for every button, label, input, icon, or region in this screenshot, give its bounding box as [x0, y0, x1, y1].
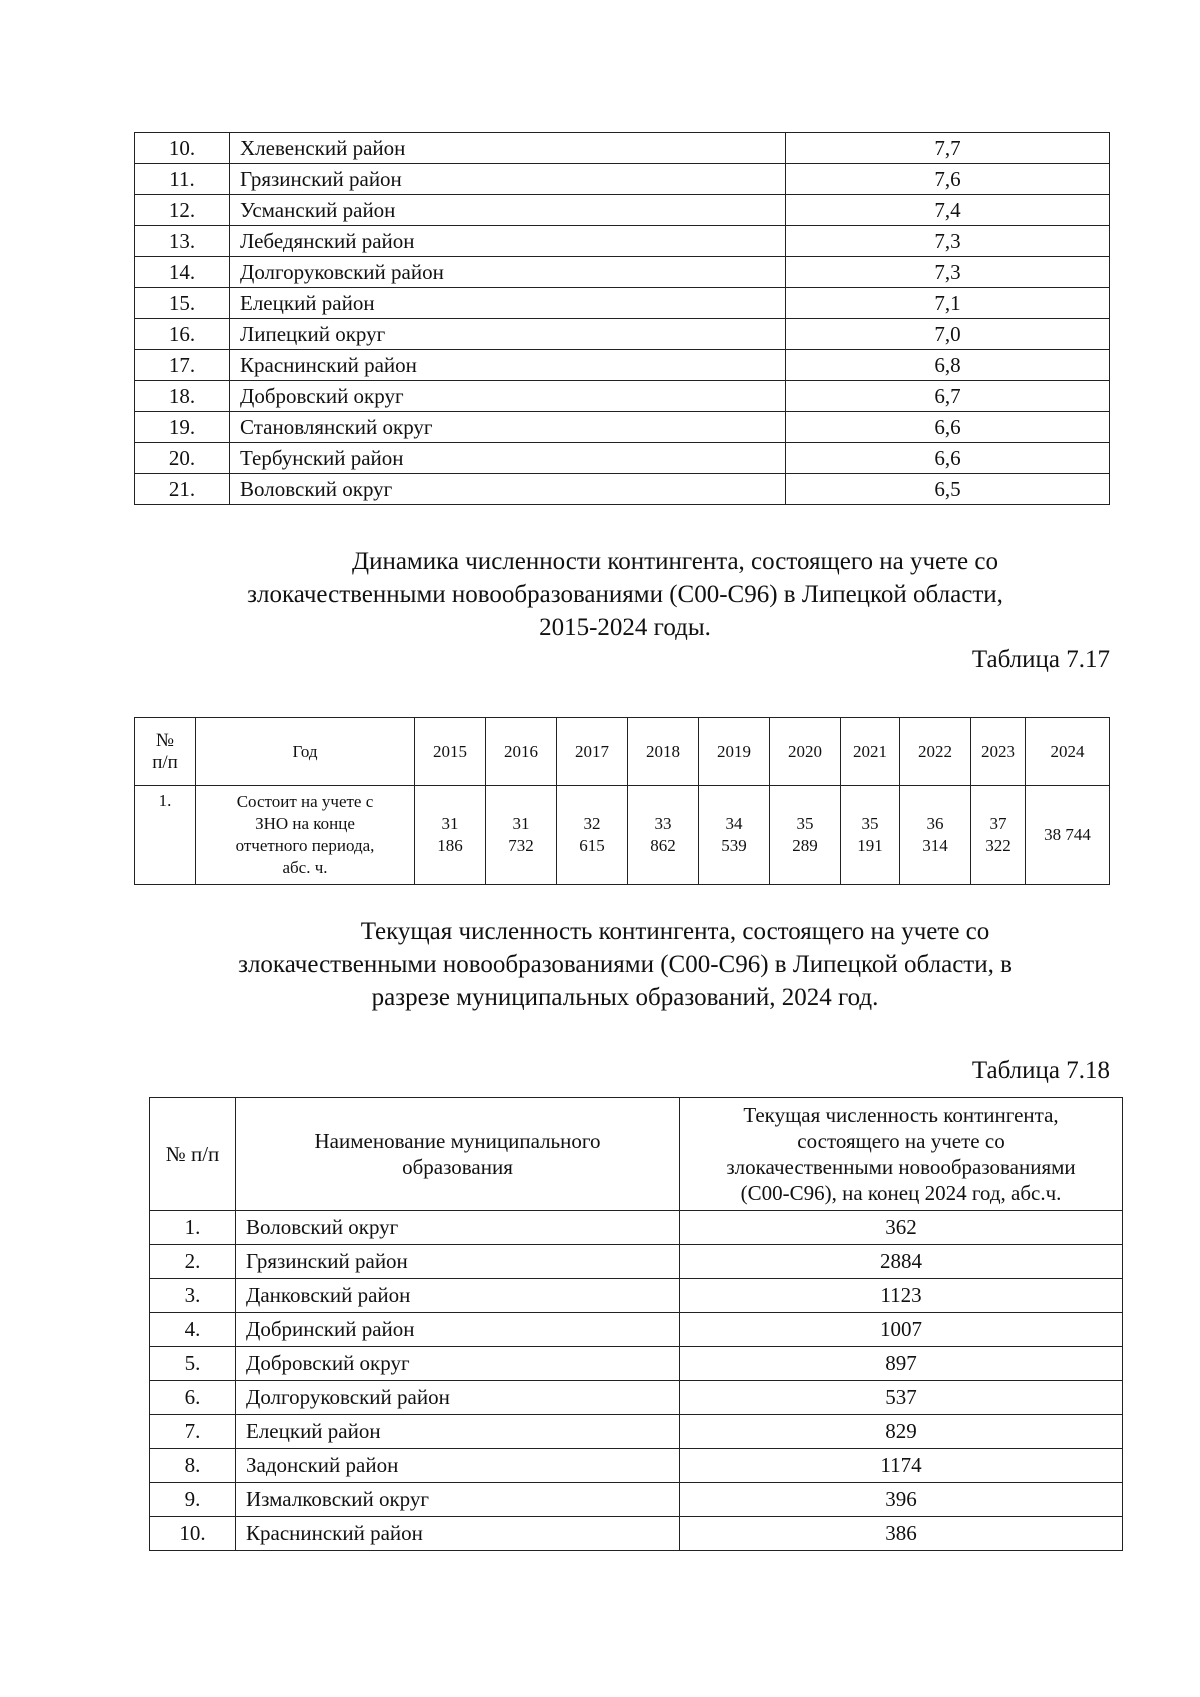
row-value: 6,6	[786, 443, 1110, 474]
table-7-17	[134, 717, 1110, 885]
district-name: Воловский округ	[236, 1211, 680, 1245]
table-row	[135, 288, 1110, 319]
row-number: 17.	[135, 350, 230, 381]
row-number: 10.	[150, 1517, 236, 1551]
district-name: Становлянский округ	[230, 412, 786, 443]
table-row	[150, 1483, 1123, 1517]
row-value: 2884	[680, 1245, 1123, 1279]
district-name: Добринский район	[236, 1313, 680, 1347]
value-part: 186	[437, 836, 463, 855]
table-number-717: Таблица 7.17	[971, 646, 1110, 673]
value-part: 32	[583, 814, 601, 833]
row-value: 537	[680, 1381, 1123, 1415]
continued-table	[134, 132, 1110, 505]
value-part: 31	[441, 814, 459, 833]
district-name: Данковский район	[236, 1279, 680, 1313]
label-line: Состоит на учете с	[236, 792, 374, 811]
table-row	[135, 443, 1110, 474]
table-header-row	[135, 718, 1110, 786]
row-value: 362	[680, 1211, 1123, 1245]
year-2020: 2020	[770, 718, 841, 786]
table-number-718: Таблица 7.18	[971, 1057, 1110, 1084]
value-2020	[770, 786, 841, 885]
value-part: 732	[508, 836, 534, 855]
row-number: 7.	[150, 1415, 236, 1449]
table-row	[135, 164, 1110, 195]
row-number: 18.	[135, 381, 230, 412]
district-name: Хлевенский район	[230, 133, 786, 164]
num-header	[135, 718, 196, 786]
row-value: 7,6	[786, 164, 1110, 195]
num-header: № п/п	[150, 1098, 236, 1211]
row-number: 5.	[150, 1347, 236, 1381]
year-2019: 2019	[699, 718, 770, 786]
table-row	[150, 1347, 1123, 1381]
header-text: Наименование муниципального	[314, 1129, 601, 1153]
row-value: 396	[680, 1483, 1123, 1517]
table-row	[135, 786, 1110, 885]
district-name: Усманский район	[230, 195, 786, 226]
title-line: злокачественными новообразованиями (С00-С96) в Липецкой области, в	[238, 951, 1012, 978]
district-name: Лебедянский район	[230, 226, 786, 257]
table-row	[135, 195, 1110, 226]
table-row	[135, 381, 1110, 412]
table-row	[150, 1415, 1123, 1449]
year-2015: 2015	[415, 718, 486, 786]
row-value: 7,3	[786, 226, 1110, 257]
table-row	[135, 474, 1110, 505]
row-value: 7,4	[786, 195, 1110, 226]
year-2022: 2022	[900, 718, 971, 786]
value-part: 31	[512, 814, 530, 833]
district-name: Тербунский район	[230, 443, 786, 474]
table-row	[150, 1245, 1123, 1279]
row-number: 21.	[135, 474, 230, 505]
district-name: Добровский округ	[230, 381, 786, 412]
table-row	[135, 257, 1110, 288]
row-number: 12.	[135, 195, 230, 226]
header-text: злокачественными новообразованиями	[726, 1155, 1076, 1179]
section-title-dynamics	[140, 545, 1110, 644]
district-name: Измалковский округ	[236, 1483, 680, 1517]
row-value: 1174	[680, 1449, 1123, 1483]
row-value: 7,7	[786, 133, 1110, 164]
row-number: 4.	[150, 1313, 236, 1347]
table-row	[150, 1517, 1123, 1551]
row-value: 7,0	[786, 319, 1110, 350]
row-value: 6,8	[786, 350, 1110, 381]
table-row	[150, 1211, 1123, 1245]
row-number: 15.	[135, 288, 230, 319]
value-2017	[557, 786, 628, 885]
value-header	[680, 1098, 1123, 1211]
title-line: злокачественными новообразованиями (С00-С96) в Липецкой области,	[247, 581, 1003, 608]
row-number: 3.	[150, 1279, 236, 1313]
year-header: Год	[196, 718, 415, 786]
row-number: 11.	[135, 164, 230, 195]
row-value: 7,3	[786, 257, 1110, 288]
row-number: 10.	[135, 133, 230, 164]
district-name: Краснинский район	[230, 350, 786, 381]
value-part: 35	[861, 814, 879, 833]
row-number: 14.	[135, 257, 230, 288]
header-text: п/п	[152, 751, 178, 773]
header-text: №	[155, 729, 175, 751]
row-value: 6,6	[786, 412, 1110, 443]
row-number: 1.	[150, 1211, 236, 1245]
label-line: отчетного периода,	[235, 836, 375, 855]
header-text: Текущая численность контингента,	[743, 1103, 1059, 1127]
value-part: 37	[989, 814, 1007, 833]
value-2021	[841, 786, 900, 885]
value-part: 862	[650, 836, 676, 855]
year-2018: 2018	[628, 718, 699, 786]
value-part: 34	[725, 814, 743, 833]
year-2023: 2023	[971, 718, 1026, 786]
value-2015	[415, 786, 486, 885]
name-header	[236, 1098, 680, 1211]
title-line: Текущая численность контингента, состоящего на учете со	[360, 918, 990, 945]
continued-table-body	[135, 133, 1110, 505]
table-row	[135, 319, 1110, 350]
row-number: 16.	[135, 319, 230, 350]
district-name: Елецкий район	[230, 288, 786, 319]
value-2024	[1026, 786, 1110, 885]
value-part: 33	[654, 814, 672, 833]
district-name: Липецкий округ	[230, 319, 786, 350]
section-title-current	[140, 915, 1110, 1014]
value-part: 615	[579, 836, 605, 855]
table-row	[135, 412, 1110, 443]
value-part: 314	[922, 836, 948, 855]
row-value: 897	[680, 1347, 1123, 1381]
year-2016: 2016	[486, 718, 557, 786]
table-header-row	[150, 1098, 1123, 1211]
district-name: Грязинский район	[236, 1245, 680, 1279]
row-number: 13.	[135, 226, 230, 257]
title-line: Динамика численности контингента, состоящего на учете со	[352, 548, 998, 575]
district-name: Долгоруковский район	[236, 1381, 680, 1415]
row-number: 9.	[150, 1483, 236, 1517]
value-2023	[971, 786, 1026, 885]
table-row	[150, 1449, 1123, 1483]
row-number: 2.	[150, 1245, 236, 1279]
district-name: Елецкий район	[236, 1415, 680, 1449]
row-value: 386	[680, 1517, 1123, 1551]
table-row	[150, 1313, 1123, 1347]
title-line: разрезе муниципальных образований, 2024 год.	[371, 984, 879, 1011]
title-line: 2015-2024 годы.	[539, 614, 711, 641]
header-text: образования	[402, 1155, 513, 1179]
row-label	[196, 786, 415, 885]
district-name: Воловский округ	[230, 474, 786, 505]
district-name: Задонский район	[236, 1449, 680, 1483]
table-row	[150, 1381, 1123, 1415]
district-name: Краснинский район	[236, 1517, 680, 1551]
table-row	[150, 1279, 1123, 1313]
row-value: 7,1	[786, 288, 1110, 319]
value-part: 38 744	[1044, 825, 1091, 844]
year-2021: 2021	[841, 718, 900, 786]
value-2016	[486, 786, 557, 885]
year-2024: 2024	[1026, 718, 1110, 786]
district-name: Долгоруковский район	[230, 257, 786, 288]
value-part: 289	[792, 836, 818, 855]
row-number: 1.	[135, 786, 196, 885]
label-line: ЗНО на конце	[255, 814, 355, 833]
label-line: абс. ч.	[282, 858, 328, 877]
table-row	[135, 350, 1110, 381]
row-value: 829	[680, 1415, 1123, 1449]
table-7-18	[149, 1097, 1123, 1551]
value-part: 322	[985, 836, 1011, 855]
row-value: 6,7	[786, 381, 1110, 412]
value-2022	[900, 786, 971, 885]
district-name: Добровский округ	[236, 1347, 680, 1381]
value-part: 539	[721, 836, 747, 855]
value-part: 191	[857, 836, 883, 855]
value-part: 36	[926, 814, 944, 833]
value-2019	[699, 786, 770, 885]
value-2018	[628, 786, 699, 885]
row-number: 20.	[135, 443, 230, 474]
row-number: 8.	[150, 1449, 236, 1483]
year-2017: 2017	[557, 718, 628, 786]
district-name: Грязинский район	[230, 164, 786, 195]
header-text: состоящего на учете со	[797, 1129, 1005, 1153]
value-part: 35	[796, 814, 814, 833]
row-number: 6.	[150, 1381, 236, 1415]
header-text: (С00-С96), на конец 2024 год, абс.ч.	[740, 1181, 1062, 1205]
table-row	[135, 133, 1110, 164]
row-number: 19.	[135, 412, 230, 443]
table-row	[135, 226, 1110, 257]
row-value: 1123	[680, 1279, 1123, 1313]
row-value: 1007	[680, 1313, 1123, 1347]
row-value: 6,5	[786, 474, 1110, 505]
